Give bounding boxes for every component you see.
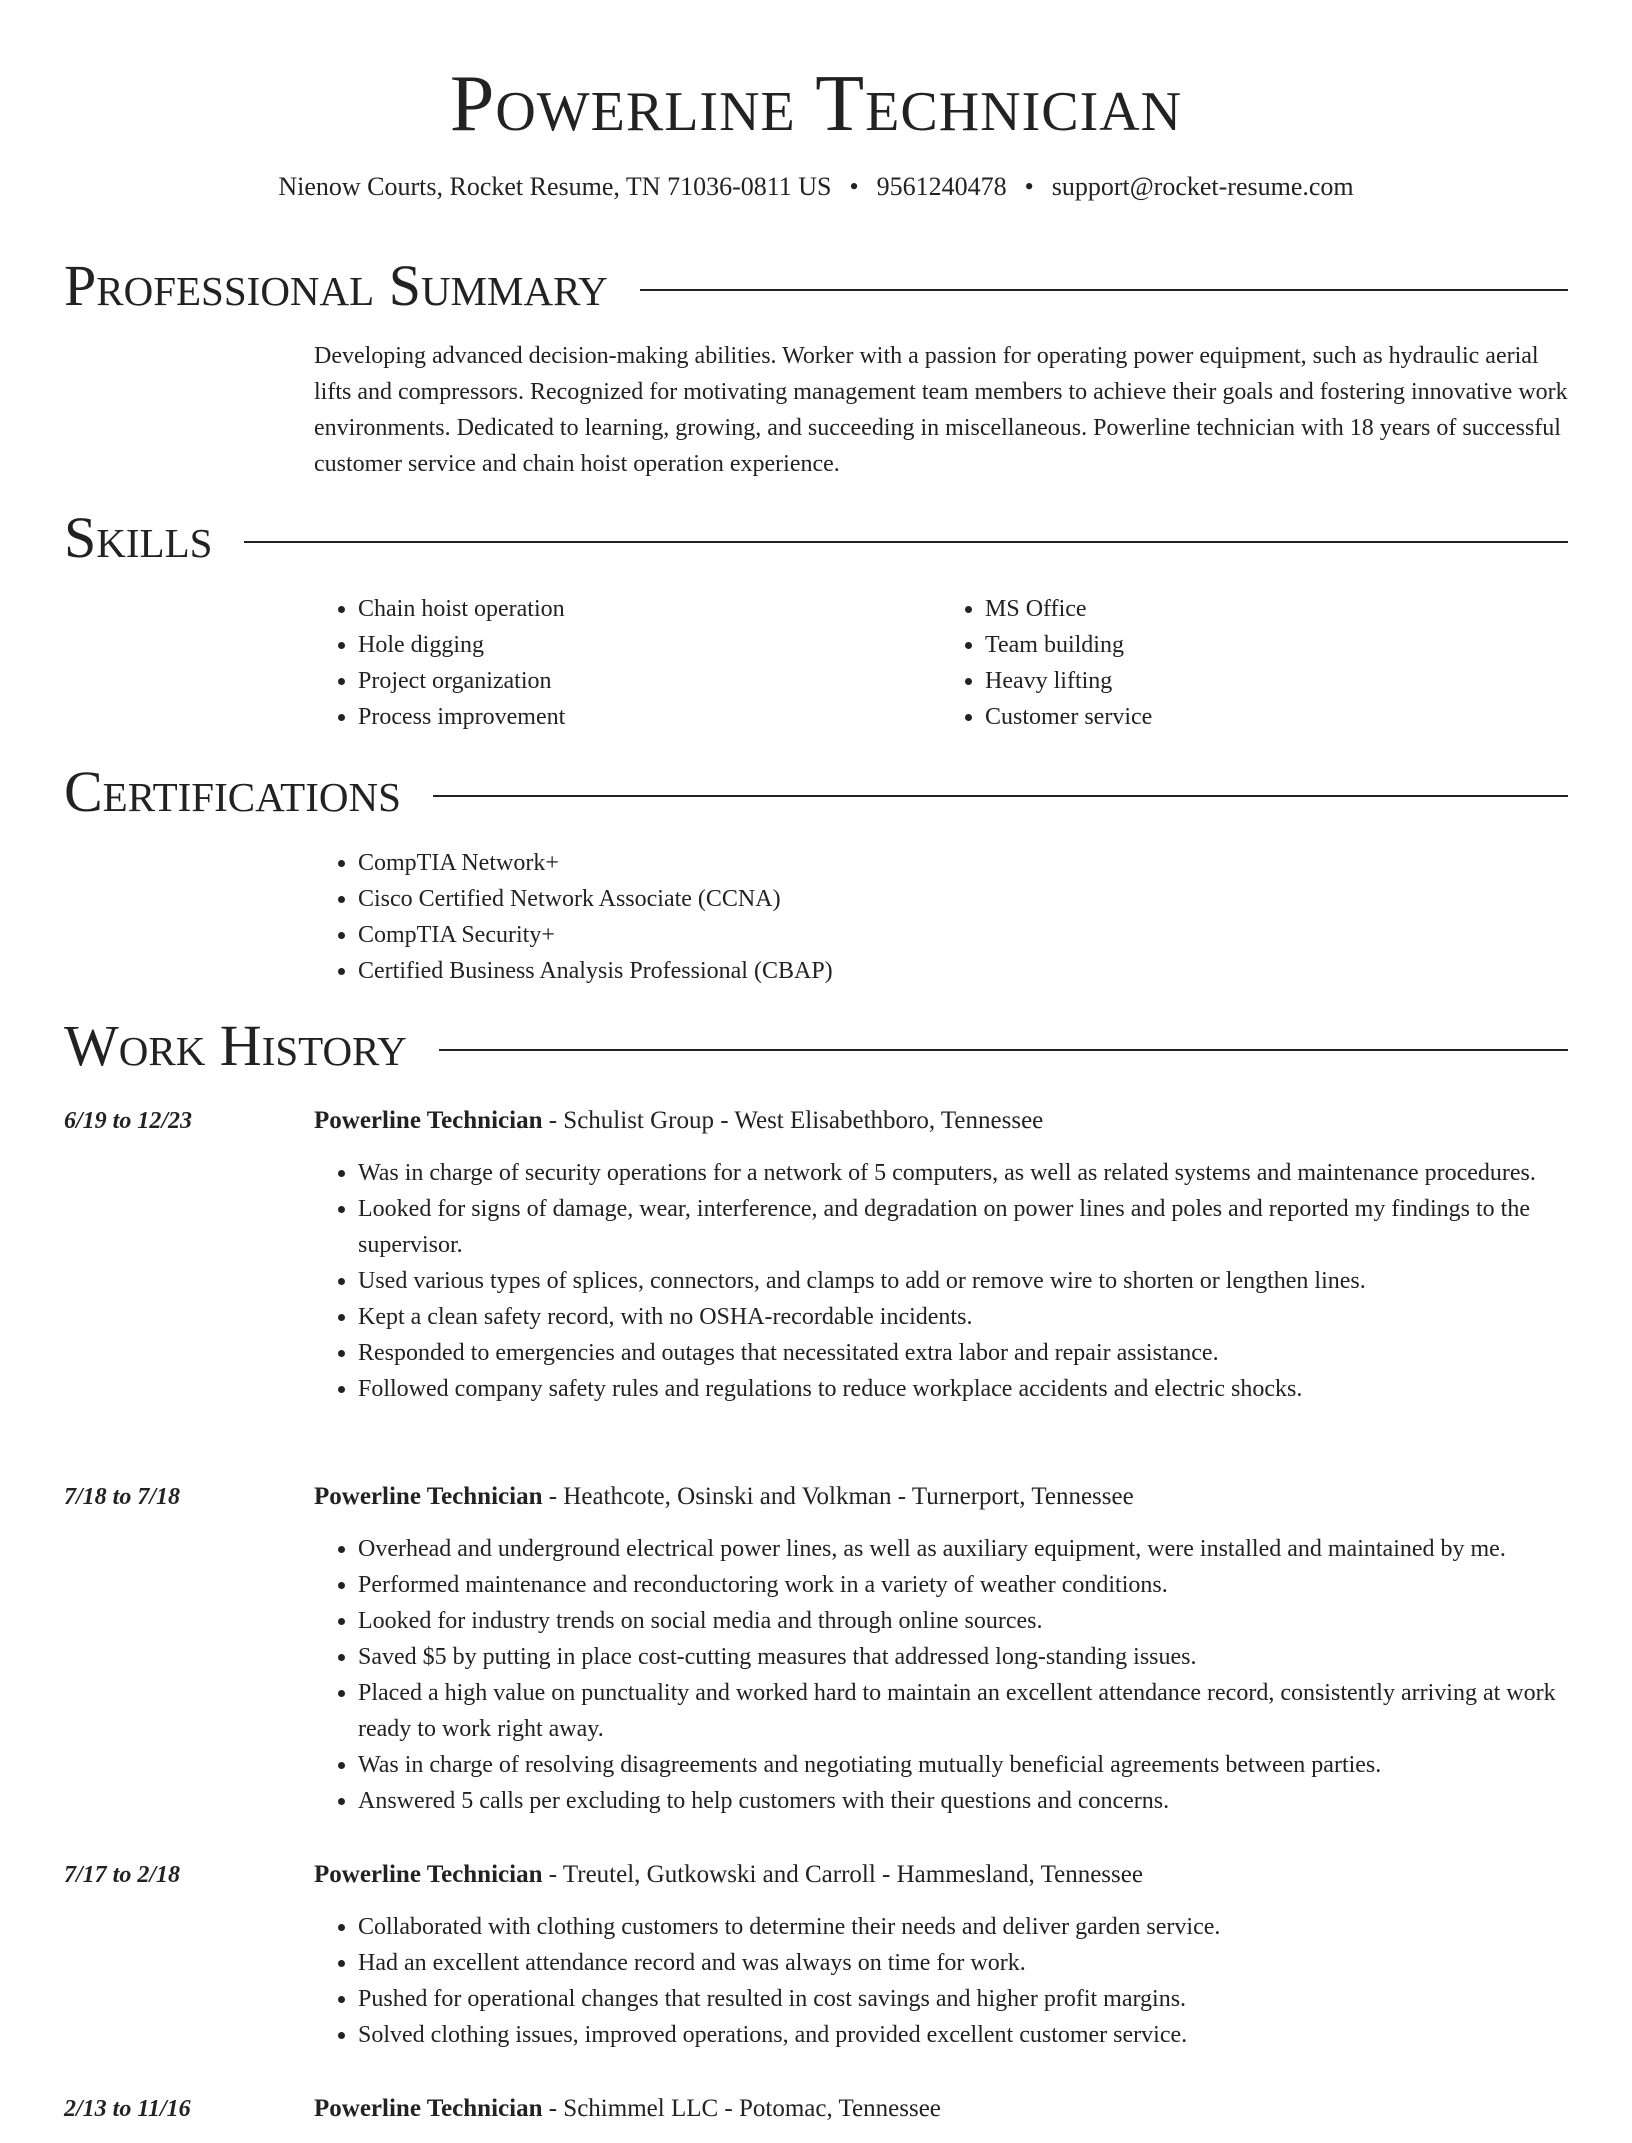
job-title: Powerline Technician <box>314 1861 543 1888</box>
job-bullet: • Was in charge of security operations for a network of 5 computers, as well as related systems and maintenance procedures. <box>358 1155 1568 1191</box>
skills-list <box>314 591 1568 735</box>
contact-separator: • <box>849 172 859 201</box>
section-divider <box>640 289 1568 291</box>
job-dates: 7/18 to 7/18 <box>64 1484 181 1510</box>
job-bullet: • Performed maintenance and reconductoring work in a variety of weather conditions. <box>358 1567 1568 1603</box>
job-details: - Heathcote, Osinski and Volkman - Turnerport, Tennessee <box>542 1483 1134 1510</box>
skill-item: • Process improvement <box>358 699 941 735</box>
certification-item: • CompTIA Network+ <box>358 845 1568 881</box>
certifications-list <box>314 845 1568 989</box>
job-entry <box>314 1857 1568 2053</box>
contact-email[interactable]: support@rocket-resume.com <box>1051 172 1354 201</box>
skill-item: • Heavy lifting <box>985 663 1568 699</box>
work-section-header <box>64 1014 1568 1078</box>
job-bullets <box>314 1531 1568 1819</box>
job-title: Powerline Technician <box>314 1107 543 1134</box>
job-details: - Treutel, Gutkowski and Carroll - Hammesland, Tennessee <box>542 1861 1143 1888</box>
contact-phone: 9561240478 <box>876 172 1007 201</box>
job-bullet: • Placed a high value on punctuality and worked hard to maintain an excellent attendance record, consistently arriving at work ready to work right away. <box>358 1675 1568 1747</box>
job-entry <box>314 2091 1568 2143</box>
skill-item: • MS Office <box>985 591 1568 627</box>
job-bullet: • Looked for signs of damage, wear, interference, and degradation on power lines and poles and reported my findings to the supervisor. <box>358 1191 1568 1263</box>
job-entry <box>314 1479 1568 1819</box>
job-bullet: • Answered 5 calls per excluding to help customers with their questions and concerns. <box>358 1783 1568 1819</box>
job-bullet: • Was in charge of resolving disagreements and negotiating mutually beneficial agreements between parties. <box>358 1747 1568 1783</box>
job-title: Powerline Technician <box>314 2095 543 2122</box>
job-entry <box>314 1103 1568 1407</box>
job-heading <box>314 1103 1568 1139</box>
skill-item: • Chain hoist operation <box>358 591 941 627</box>
job-dates: 6/19 to 12/23 <box>64 1108 193 1134</box>
skills-left-column <box>314 591 941 735</box>
contact-line <box>0 172 1632 202</box>
certification-item: • CompTIA Security+ <box>358 917 1568 953</box>
certification-item: • Certified Business Analysis Professional (CBAP) <box>358 953 1568 989</box>
contact-separator: • <box>1024 172 1034 201</box>
job-details: - Schulist Group - West Elisabethboro, Tennessee <box>542 1107 1044 1134</box>
job-bullet: • Solved clothing issues, improved operations, and provided excellent customer service. <box>358 2017 1568 2053</box>
certifications-section-header <box>64 760 1568 824</box>
job-title: Powerline Technician <box>314 1483 543 1510</box>
job-heading <box>314 1479 1568 1515</box>
summary-title: Professional Summary <box>64 253 608 318</box>
skill-item: • Team building <box>985 627 1568 663</box>
certifications-title: Certifications <box>64 759 401 824</box>
contact-address: Nienow Courts, Rocket Resume, TN 71036-0811 US <box>278 172 832 201</box>
skills-right-column <box>941 591 1568 735</box>
job-bullet: • Looked for industry trends on social media and through online sources. <box>358 1603 1568 1639</box>
job-bullet: • Overhead and underground electrical power lines, as well as auxiliary equipment, were installed and maintained by me. <box>358 1531 1568 1567</box>
job-bullet: • Collaborated with clothing customers to determine their needs and deliver garden service. <box>358 1909 1568 1945</box>
job-bullet: • Used various types of splices, connectors, and clamps to add or remove wire to shorten or lengthen lines. <box>358 1263 1568 1299</box>
job-details: - Schimmel LLC - Potomac, Tennessee <box>542 2095 941 2122</box>
job-bullet: • Responded to emergencies and outages that necessitated extra labor and repair assistance. <box>358 1335 1568 1371</box>
summary-text: Developing advanced decision-making abilities. Worker with a passion for operating power equipment, such as hydraulic aerial lifts and compressors. Recognized for motivating management team members to achieve their goals and fostering innovative work environments. Dedicated to learning, growing, and succeeding in miscellaneous. Powerline technician with 18 years of successful customer service and chain hoist operation experience. <box>314 343 1568 477</box>
job-bullets <box>314 1155 1568 1407</box>
job-bullet: • Kept a clean safety record, with no OSHA-recordable incidents. <box>358 1299 1568 1335</box>
job-dates: 7/17 to 2/18 <box>64 1862 181 1888</box>
job-bullets <box>314 1909 1568 2053</box>
summary-section-header <box>64 254 1568 318</box>
section-divider <box>439 1049 1568 1051</box>
work-title: Work History <box>64 1013 407 1078</box>
certification-item: • Cisco Certified Network Associate (CCNA) <box>358 881 1568 917</box>
job-bullet: • Saved $5 by putting in place cost-cutting measures that addressed long-standing issues. <box>358 1639 1568 1675</box>
skill-item: • Hole digging <box>358 627 941 663</box>
skill-item: • Project organization <box>358 663 941 699</box>
skills-section-header <box>64 506 1568 570</box>
job-heading <box>314 2091 1568 2127</box>
job-heading <box>314 1857 1568 1893</box>
job-bullet: • Followed company safety rules and regulations to reduce workplace accidents and electric shocks. <box>358 1371 1568 1407</box>
section-divider <box>244 541 1568 543</box>
job-bullet: • Had an excellent attendance record and was always on time for work. <box>358 1945 1568 1981</box>
job-bullet: • Pushed for operational changes that resulted in cost savings and higher profit margins. <box>358 1981 1568 2017</box>
candidate-name: Powerline Technician <box>449 60 1183 148</box>
job-dates: 2/13 to 11/16 <box>64 2096 191 2122</box>
section-divider <box>433 795 1568 797</box>
skills-title: Skills <box>64 505 213 570</box>
skill-item: • Customer service <box>985 699 1568 735</box>
